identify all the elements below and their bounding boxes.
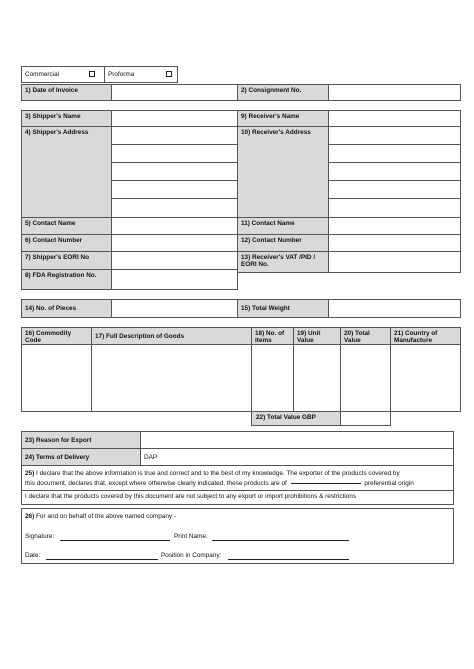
country-of-manufacture-header: 21) Country of Manufacture	[390, 327, 461, 345]
declaration-line-1	[25, 470, 453, 479]
receiver-name-label: 9) Receiver's Name	[237, 110, 329, 127]
commercial-label: Commercial	[25, 71, 60, 78]
declaration-line-2-end: preferential origin	[364, 480, 414, 487]
invoice-type-selector	[21, 66, 178, 83]
total-value-gbp-field[interactable]	[340, 411, 391, 426]
terms-of-delivery-value: DAP	[144, 454, 158, 461]
description-header: 17) Full Description of Goods	[91, 327, 252, 345]
shipper-eori-label: 7) Shipper's EORI No	[21, 251, 112, 270]
shipper-address-line-1[interactable]	[111, 126, 238, 145]
receiver-vat-label: 13) Receiver's VAT /PID / EORI No.	[237, 251, 329, 273]
receiver-contact-number-label: 12) Contact Number	[237, 234, 329, 252]
commodity-code-header: 16) Commodity Code	[21, 327, 92, 345]
shipper-name-label: 3) Shipper's Name	[21, 110, 112, 127]
proforma-checkbox[interactable]	[166, 71, 172, 77]
receiver-name-field[interactable]	[328, 110, 461, 127]
receiver-contact-number-field[interactable]	[328, 234, 461, 252]
receiver-address-line-5[interactable]	[328, 198, 461, 218]
receiver-vat-field[interactable]	[328, 251, 461, 273]
declaration-number: 25)	[25, 470, 35, 477]
shipper-contact-number-label: 6) Contact Number	[21, 234, 112, 252]
receiver-contact-name-label: 11) Contact Name	[237, 217, 329, 235]
date-label: Date:	[25, 552, 41, 559]
description-cell[interactable]	[91, 344, 252, 412]
shipper-address-line-2[interactable]	[111, 144, 238, 163]
declaration-section	[21, 465, 454, 505]
print-name-line[interactable]	[212, 540, 349, 541]
shipper-address-line-4[interactable]	[111, 180, 238, 199]
total-value-gbp-label: 22) Total Value GBP	[251, 411, 341, 426]
total-value-cell[interactable]	[340, 344, 391, 412]
signature-label: Signature:	[25, 533, 55, 540]
reason-for-export-label: 23) Reason for Export	[21, 431, 141, 449]
terms-of-delivery-field[interactable]	[140, 448, 454, 466]
receiver-address-line-4[interactable]	[328, 180, 461, 199]
declaration-line-3: I declare that the products covered by this document are not subject to any export or import prohibitions & restrictions	[25, 493, 357, 500]
shipper-address-line-5[interactable]	[111, 198, 238, 218]
shipper-contact-name-label: 5) Contact Name	[21, 217, 112, 235]
unit-value-cell[interactable]	[293, 344, 341, 412]
commercial-checkbox[interactable]	[89, 71, 95, 77]
total-weight-label: 15) Total Weight	[237, 299, 329, 318]
no-of-pieces-label: 14) No. of Pieces	[21, 299, 112, 318]
proforma-label: Proforma	[108, 71, 135, 78]
terms-of-delivery-label: 24) Terms of Delivery	[21, 448, 141, 466]
receiver-address-line-2[interactable]	[328, 144, 461, 163]
receiver-address-line-1[interactable]	[328, 126, 461, 145]
selector-divider	[104, 67, 105, 82]
no-of-pieces-field[interactable]	[111, 299, 238, 318]
position-label: Position in Company:	[161, 552, 222, 559]
declaration-line-1-text: I declare that the above information is true and correct and to the best of my knowledge. The exporter of the products covered by	[36, 470, 400, 477]
no-of-items-cell[interactable]	[251, 344, 294, 412]
origin-blank-line[interactable]	[291, 483, 361, 484]
fda-registration-field[interactable]	[111, 269, 238, 290]
fda-registration-label: 8) FDA Registration No.	[21, 269, 112, 290]
consignment-no-field[interactable]	[328, 84, 461, 101]
signature-intro	[25, 513, 176, 522]
total-weight-field[interactable]	[328, 299, 461, 318]
country-of-manufacture-cell[interactable]	[390, 344, 461, 412]
position-line[interactable]	[228, 559, 349, 560]
receiver-contact-name-field[interactable]	[328, 217, 461, 235]
commodity-code-cell[interactable]	[21, 344, 92, 412]
no-of-items-header: 18) No. of items	[251, 327, 294, 345]
declaration-line-2	[25, 480, 453, 489]
receiver-address-label: 10) Receiver's Address	[237, 126, 329, 218]
shipper-contact-name-field[interactable]	[111, 217, 238, 235]
signature-line[interactable]	[60, 540, 170, 541]
date-of-invoice-field[interactable]	[111, 84, 238, 101]
declaration-divider	[22, 490, 453, 491]
total-value-header: 20) Total Value	[340, 327, 391, 345]
signature-section	[21, 508, 454, 564]
reason-for-export-field[interactable]	[140, 431, 454, 449]
signature-section-number: 26)	[25, 513, 35, 520]
shipper-eori-field[interactable]	[111, 251, 238, 270]
shipper-address-label: 4) Shipper's Address	[21, 126, 112, 218]
consignment-no-label: 2) Consignment No.	[237, 84, 329, 101]
print-name-label: Print Name:	[174, 533, 208, 540]
unit-value-header: 19) Unit Value	[293, 327, 341, 345]
shipper-address-line-3[interactable]	[111, 162, 238, 181]
shipper-contact-number-field[interactable]	[111, 234, 238, 252]
shipper-name-field[interactable]	[111, 110, 238, 127]
date-line[interactable]	[46, 559, 158, 560]
signature-intro-text: For and on behalf of the above named company:-	[36, 513, 177, 520]
receiver-address-line-3[interactable]	[328, 162, 461, 181]
date-of-invoice-label: 1) Date of Invoice	[21, 84, 112, 101]
declaration-line-2-text: this document, declares that, except where otherwise clearly indicated, these products are of	[25, 480, 287, 487]
